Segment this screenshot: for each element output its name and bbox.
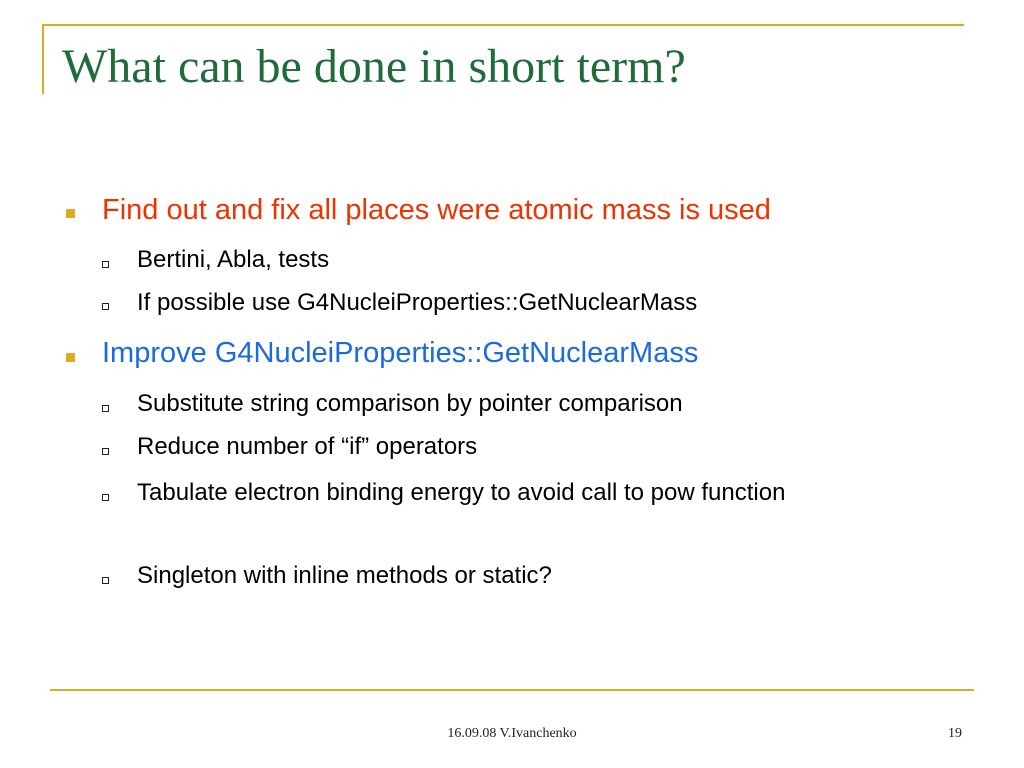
sub-bullet-item: Bertini, Abla, tests bbox=[137, 246, 330, 273]
bullet-square-icon bbox=[66, 209, 75, 218]
sub-bullet-square-icon bbox=[102, 577, 109, 584]
footer-author-date: 16.09.08 V.Ivanchenko bbox=[447, 726, 577, 741]
sub-bullet-square-icon bbox=[102, 303, 109, 310]
bullet-item: Improve G4NucleiProperties::GetNuclearMass bbox=[102, 337, 699, 369]
sub-bullet-square-icon bbox=[102, 494, 109, 501]
sub-bullet-item: Singleton with inline methods or static? bbox=[137, 562, 552, 589]
bullet-square-icon bbox=[66, 353, 75, 362]
sub-bullet-item: Reduce number of “if” operators bbox=[137, 433, 478, 460]
page-number: 19 bbox=[948, 726, 962, 741]
bullet-item: Find out and fix all places were atomic mass is used bbox=[102, 194, 771, 226]
sub-bullet-square-icon bbox=[102, 261, 109, 268]
sub-bullet-item: If possible use G4NucleiProperties::GetNuclearMass bbox=[137, 289, 698, 316]
sub-bullet-square-icon bbox=[102, 448, 109, 455]
sub-bullet-item: Substitute string comparison by pointer comparison bbox=[137, 390, 683, 417]
slide-title: What can be done in short term? bbox=[62, 40, 686, 93]
sub-bullet-item: Tabulate electron binding energy to avoid call to pow function bbox=[137, 479, 786, 506]
sub-bullet-square-icon bbox=[102, 405, 109, 412]
bottom-rule bbox=[50, 689, 974, 691]
